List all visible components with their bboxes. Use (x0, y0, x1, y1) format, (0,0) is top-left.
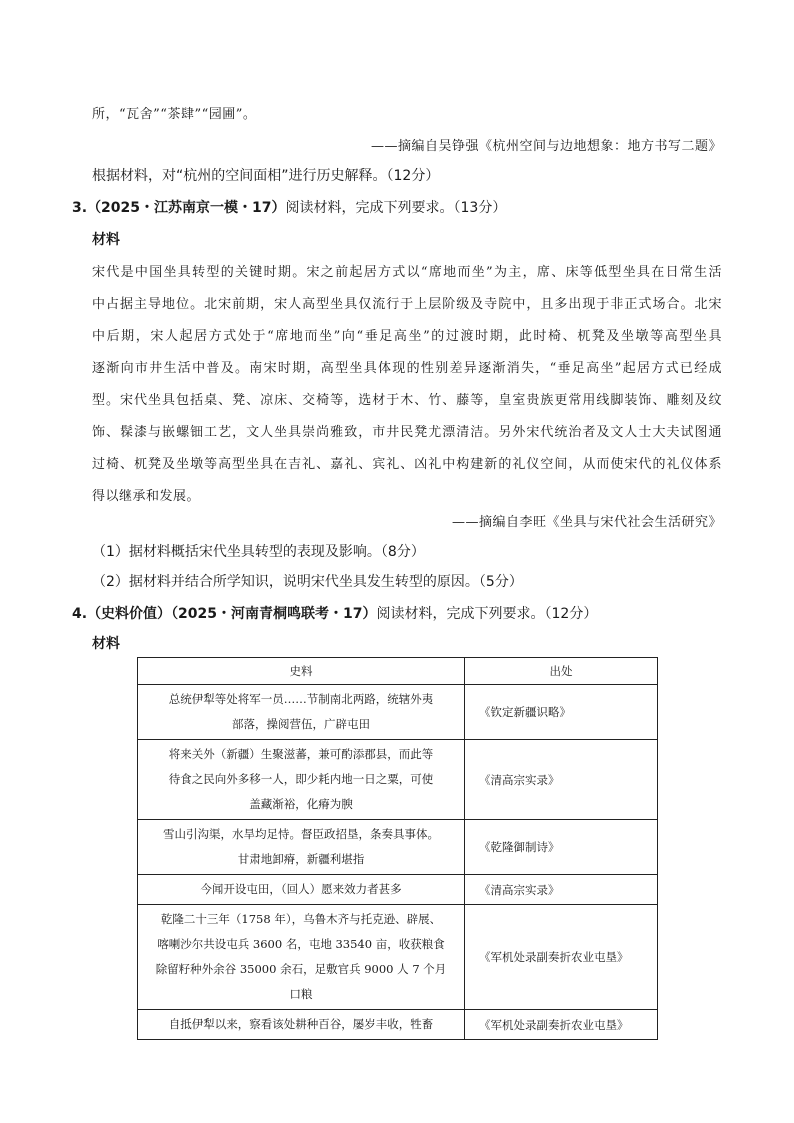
table-header-cell: 出处 (465, 658, 658, 685)
sub-question-2: （2）据材料并结合所学知识，说明宋代坐具发生转型的原因。（5分） (92, 574, 523, 590)
table-row (138, 1010, 658, 1040)
source-text-line: 雪山引沟渠，水旱均足恃。督臣政招垦，条奏具事体。 (163, 827, 439, 841)
source-text-line: 自抵伊犁以来，察看该处耕种百谷，屡岁丰收，牲畜 (168, 1017, 434, 1031)
citation: ——摘编自李旺《坐具与宋代社会生活研究》 (451, 515, 722, 530)
paragraph-line: 型。宋代坐具包括桌、凳、凉床、交椅等，选材于木、竹、藤等，皇室贵族更常用线脚装饰、雕刻及纹 (92, 393, 722, 408)
source-name-cell: 《军机处录副奏折农业屯垦》 (465, 905, 658, 1010)
source-text-line: 口粮 (289, 987, 313, 1001)
source-text-line: 甘肃地卸瘠，新疆利堪指 (237, 852, 365, 866)
source-name-cell: 《军机处录副奏折农业屯垦》 (465, 1010, 658, 1040)
source-name-cell: 《清高宗实录》 (465, 740, 658, 820)
paragraph-line: 过椅、杌凳及坐墩等高型坐具在吉礼、嘉礼、宾礼、凶礼中构建新的礼仪空间，从而使宋代的礼仪体系 (92, 457, 722, 472)
material-label: 材料 (92, 232, 120, 248)
question-number: 3. (72, 200, 88, 216)
table-row (138, 820, 658, 875)
table-header-row (138, 658, 658, 685)
question-3-header (72, 197, 506, 217)
source-text-line: 待食之民向外多移一人，即少耗内地一日之粟，可使 (168, 772, 434, 786)
source-text-cell (138, 685, 465, 740)
paragraph-line: 中占据主导地位。北宋前期，宋人高型坐具仅流行于上层阶级及寺院中，且多出现于非正式场合。北宋 (92, 297, 722, 312)
source-text-cell (138, 740, 465, 820)
source-text-cell (138, 905, 465, 1010)
source-text-line: 部落，操阅营伍，广辟屯田 (232, 717, 370, 731)
paragraph-line: 得以继承和发展。 (92, 489, 201, 504)
source-text-line: 盖藏渐裕，化瘠为腴 (249, 797, 353, 811)
paragraph-line: 逐渐向市井生活中普及。南宋时期，高型坐具体现的性别差异逐渐消失，“垂足高坐”起居方式已经成 (92, 361, 722, 376)
source-text-line: 总统伊犁等处将军一员……节制南北两路，统辖外夷 (168, 692, 434, 706)
table-row (138, 740, 658, 820)
paragraph-line: 中后期，宋人起居方式处于“席地而坐”向“垂足高坐”的过渡时期，此时椅、杌凳及坐墩等高型坐具 (92, 329, 722, 344)
citation: ——摘编自吴铮强《杭州空间与边地想象：地方书写二题》 (370, 139, 722, 154)
table-row (138, 905, 658, 1010)
source-text-line: 喀喇沙尔共设屯兵 3600 名，屯地 33540 亩，收获粮食 (157, 937, 445, 951)
source-name-cell: 《钦定新疆识略》 (465, 685, 658, 740)
source-text-cell (138, 820, 465, 875)
source-name-cell: 《清高宗实录》 (465, 875, 658, 905)
table-header-cell: 史料 (138, 658, 465, 685)
source-text-cell (138, 1010, 465, 1040)
question-tag: （史料价值） (87, 606, 172, 622)
question-prompt: 根据材料，对“杭州的空间面相”进行历史解释。（12分） (92, 168, 440, 184)
material-label: 材料 (92, 636, 120, 652)
source-table (137, 657, 658, 1040)
sub-question-1: （1）据材料概括宋代坐具转型的表现及影响。（8分） (92, 544, 425, 560)
question-number: 4. (72, 606, 88, 622)
question-4-header (72, 603, 597, 623)
paragraph-line: 饰、髹漆与嵌螺钿工艺，文人坐具崇尚雅致，市井民凳尤漂清洁。另外宋代统治者及文人士大夫试图通 (92, 425, 722, 440)
source-name-cell: 《乾隆御制诗》 (465, 820, 658, 875)
continued-text-line: 所，“瓦舍”“茶肆”“园圃”。 (92, 107, 257, 122)
question-instruction: 阅读材料，完成下列要求。（13分） (285, 200, 507, 216)
source-text-line: 除留籽种外余谷 35000 余石，足敷官兵 9000 人 7 个月 (155, 962, 447, 976)
source-text-line: 今闻开设屯田，（回人）愿来效力者甚多 (200, 882, 402, 896)
table-row (138, 685, 658, 740)
question-source: （2025・河南青桐鸣联考・17） (171, 606, 377, 622)
question-instruction: 阅读材料，完成下列要求。（12分） (376, 606, 598, 622)
source-text-cell (138, 875, 465, 905)
paragraph-line: 宋代是中国坐具转型的关键时期。宋之前起居方式以“席地而坐”为主，席、床等低型坐具在日常生活 (92, 265, 722, 280)
question-source: （2025・江苏南京一模・17） (87, 200, 286, 216)
source-text-line: 乾隆二十三年（1758 年），乌鲁木齐与托克逊、辟展、 (160, 912, 442, 926)
source-text-line: 将来关外（新疆）生聚滋蕃，兼可酌添郡县，而此等 (168, 747, 434, 761)
table-row (138, 875, 658, 905)
